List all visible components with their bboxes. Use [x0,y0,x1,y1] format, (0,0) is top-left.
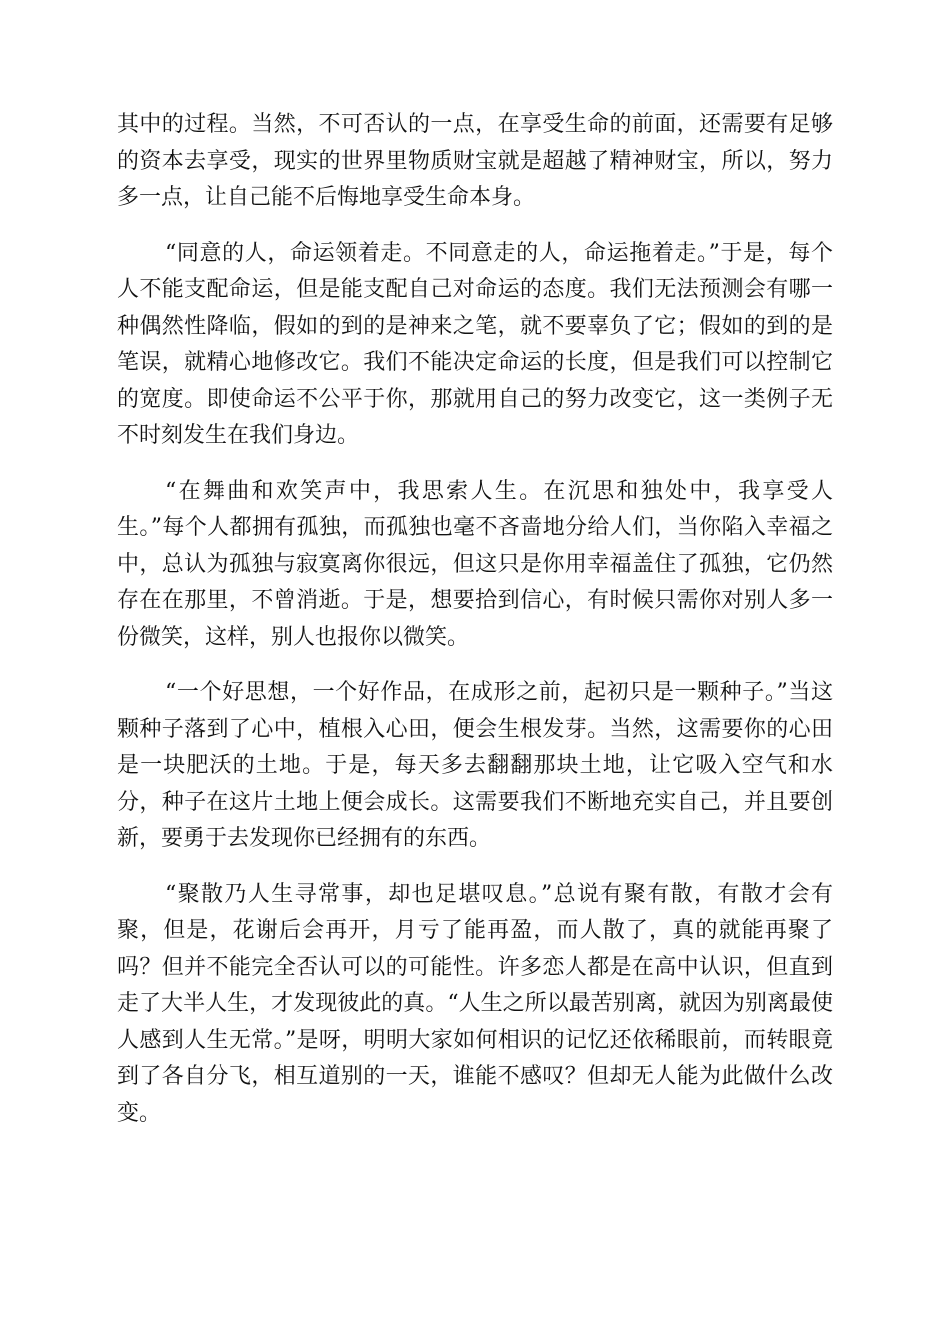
paragraph-1: 其中的过程。当然，不可否认的一点，在享受生命的前面，还需要有足够的资本去享受，现实的世界里物质财宝就是超越了精神财宝，所以，努力多一点，让自己能不后悔地享受生命本身。 [117,112,833,210]
paragraph-4: “一个好思想，一个好作品，在成形之前，起初只是一颗种子。”当这颗种子落到了心中，植根入心田，便会生根发芽。当然，这需要你的心田是一块肥沃的土地。于是，每天多去翻翻那块土地，让它吸入空气和水分，种子在这片土地上便会成长。这需要我们不断地充实自己，并且要创新，要勇于去发现你已经拥有的东西。 [117,680,833,851]
paragraph-3: “在舞曲和欢笑声中，我思索人生。在沉思和独处中，我享受人生。”每个人都拥有孤独，而孤独也毫不吝啬地分给人们，当你陷入幸福之中，总认为孤独与寂寞离你很远，但这只是你用幸福盖住了孤独，它仍然存在在那里，不曾消逝。于是，想要拾到信心，有时候只需你对别人多一份微笑，这样，别人也报你以微笑。 [117,478,833,650]
document-body [117,107,833,1151]
paragraph-2: “同意的人，命运领着走。不同意走的人，命运拖着走。”于是，每个人不能支配命运，但是能支配自己对命运的态度。我们无法预测会有哪一种偶然性降临，假如的到的是神来之笔，就不要辜负了它；假如的到的是笔误，就精心地修改它。我们不能决定命运的长度，但是我们可以控制它的宽度。即使命运不公平于你，那就用自己的努力改变它，这一类例子无不时刻发生在我们身边。 [117,240,833,448]
paragraph-5: “聚散乃人生寻常事，却也足堪叹息。”总说有聚有散，有散才会有聚，但是，花谢后会再开，月亏了能再盈，而人散了，真的就能再聚了吗？但并不能完全否认可以的可能性。许多恋人都是在高中认识，但直到走了大半人生，才发现彼此的真。“人生之所以最苦别离，就因为别离最使人感到人生无常。”是呀，明明大家如何相识的记忆还依稀眼前，而转眼竟到了各自分飞，相互道别的一天，谁能不感叹？但却无人能为此做什么改变。 [117,881,833,1126]
